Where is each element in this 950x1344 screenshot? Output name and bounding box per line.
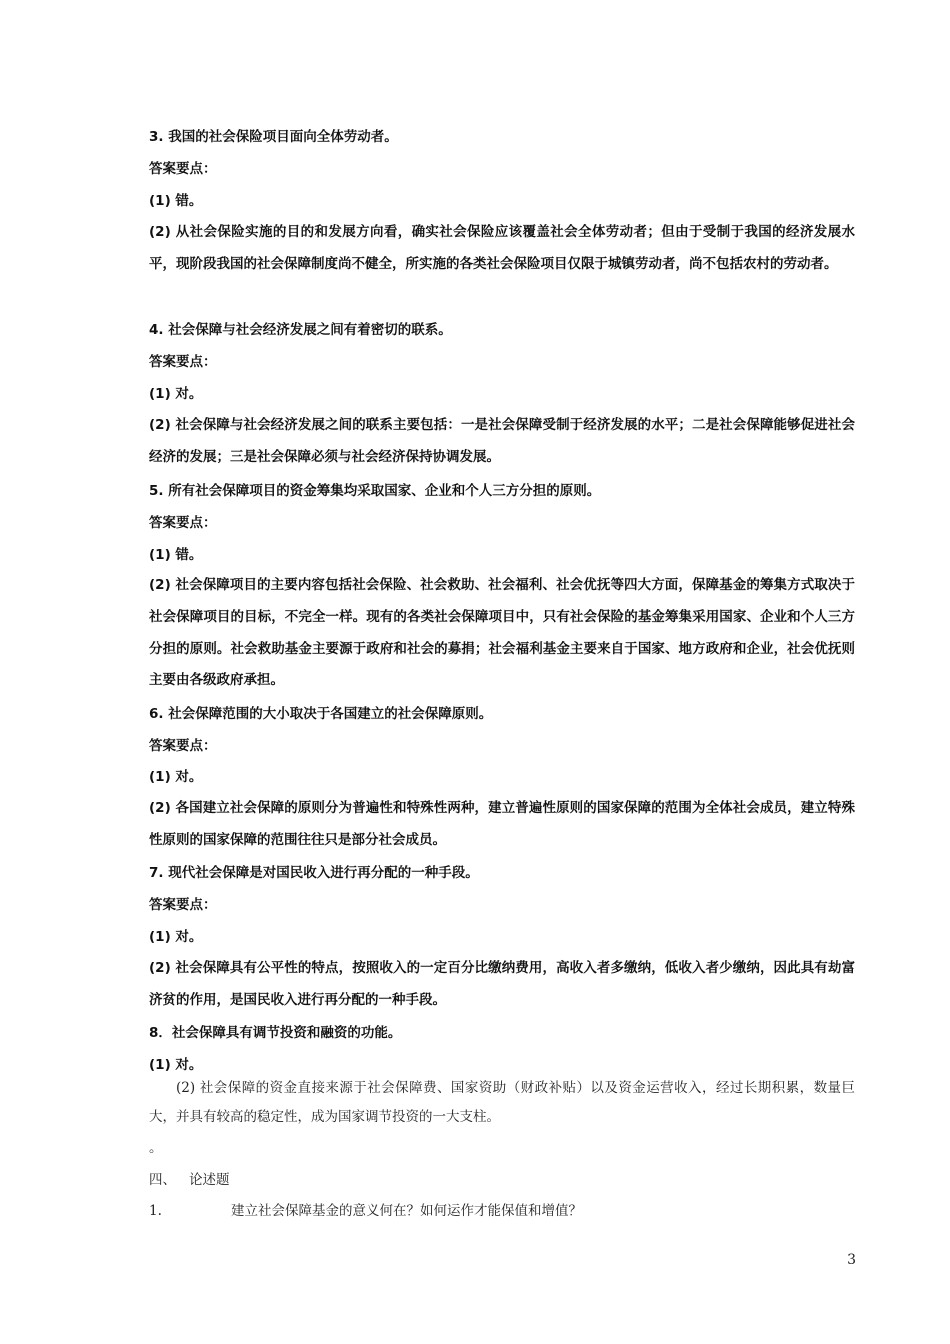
item-6-statement: 6. 社会保障范围的大小取决于各国建立的社会保障原则。	[149, 706, 493, 722]
item-8-trailing-mark: 。	[149, 1140, 163, 1156]
item-3-statement: 3. 我国的社会保险项目面向全体劳动者。	[149, 129, 398, 145]
item-6-explanation: (2) 各国建立社会保障的原则分为普遍性和特殊性两种，建立普遍性原则的国家保障的范围为全体社会成员，建立特殊性原则的国家保障的范围往往只是部分社会成员。	[149, 800, 855, 848]
question-text: 建立社会保障基金的意义何在？如何运作才能保值和增值？	[231, 1203, 582, 1219]
item-6-verdict: (1) 对。	[149, 769, 203, 785]
item-8-verdict: (1) 对。	[149, 1057, 203, 1073]
item-7-answer-heading: 答案要点：	[149, 897, 217, 913]
item-5-verdict: (1) 错。	[149, 547, 203, 563]
item-4-verdict: (1) 对。	[149, 386, 203, 402]
item-8-explanation: (2) 社会保障的资金直接来源于社会保障费、国家资助（财政补贴）以及资金运营收入，经过长期积累，数量巨大，并具有较高的稳定性，成为国家调节投资的一大支柱。	[149, 1080, 855, 1125]
item-3-answer-heading: 答案要点：	[149, 161, 217, 177]
item-7-verdict: (1) 对。	[149, 929, 203, 945]
item-3-verdict: (1) 错。	[149, 193, 203, 209]
item-7-explanation: (2) 社会保障具有公平性的特点，按照收入的一定百分比缴纳费用，高收入者多缴纳，低收入者少缴纳，因此具有劫富济贫的作用，是国民收入进行再分配的一种手段。	[149, 960, 855, 1008]
section-title: 论述题	[189, 1172, 230, 1188]
essay-question-1	[149, 1201, 855, 1221]
item-4-explanation: (2) 社会保障与社会经济发展之间的联系主要包括：一是社会保障受制于经济发展的水平；二是社会保障能够促进社会经济的发展；三是社会保障必须与社会经济保持协调发展。	[149, 417, 855, 465]
section-heading	[149, 1170, 855, 1190]
section-number: 四、	[149, 1172, 176, 1188]
page-number: 3	[847, 1252, 856, 1268]
item-4-answer-heading: 答案要点：	[149, 354, 217, 370]
item-3-explanation: (2) 从社会保险实施的目的和发展方向看，确实社会保险应该覆盖社会全体劳动者；但由于受制于我国的经济发展水平，现阶段我国的社会保障制度尚不健全，所实施的各类社会保险项目仅限于城镇劳动者，尚不包括农村的劳动者。	[149, 224, 855, 272]
item-5-explanation: (2) 社会保障项目的主要内容包括社会保险、社会救助、社会福利、社会优抚等四大方面，保障基金的筹集方式取决于社会保障项目的目标，不完全一样。现有的各类社会保障项目中，只有社会保险的基金筹集采用国家、企业和个人三方分担的原则。社会救助基金主要源于政府和社会的募捐；社会福利基金主要来自于国家、地方政府和企业，社会优抚则主要由各级政府承担。	[149, 577, 855, 689]
item-5-answer-heading: 答案要点：	[149, 515, 217, 531]
item-5-statement: 5. 所有社会保障项目的资金筹集均采取国家、企业和个人三方分担的原则。	[149, 483, 601, 499]
question-number: 1.	[149, 1203, 162, 1219]
item-7-statement: 7. 现代社会保障是对国民收入进行再分配的一种手段。	[149, 865, 479, 881]
item-8-statement: 8．社会保障具有调节投资和融资的功能。	[149, 1025, 402, 1041]
item-6-answer-heading: 答案要点：	[149, 738, 217, 754]
item-4-statement: 4. 社会保障与社会经济发展之间有着密切的联系。	[149, 322, 452, 338]
